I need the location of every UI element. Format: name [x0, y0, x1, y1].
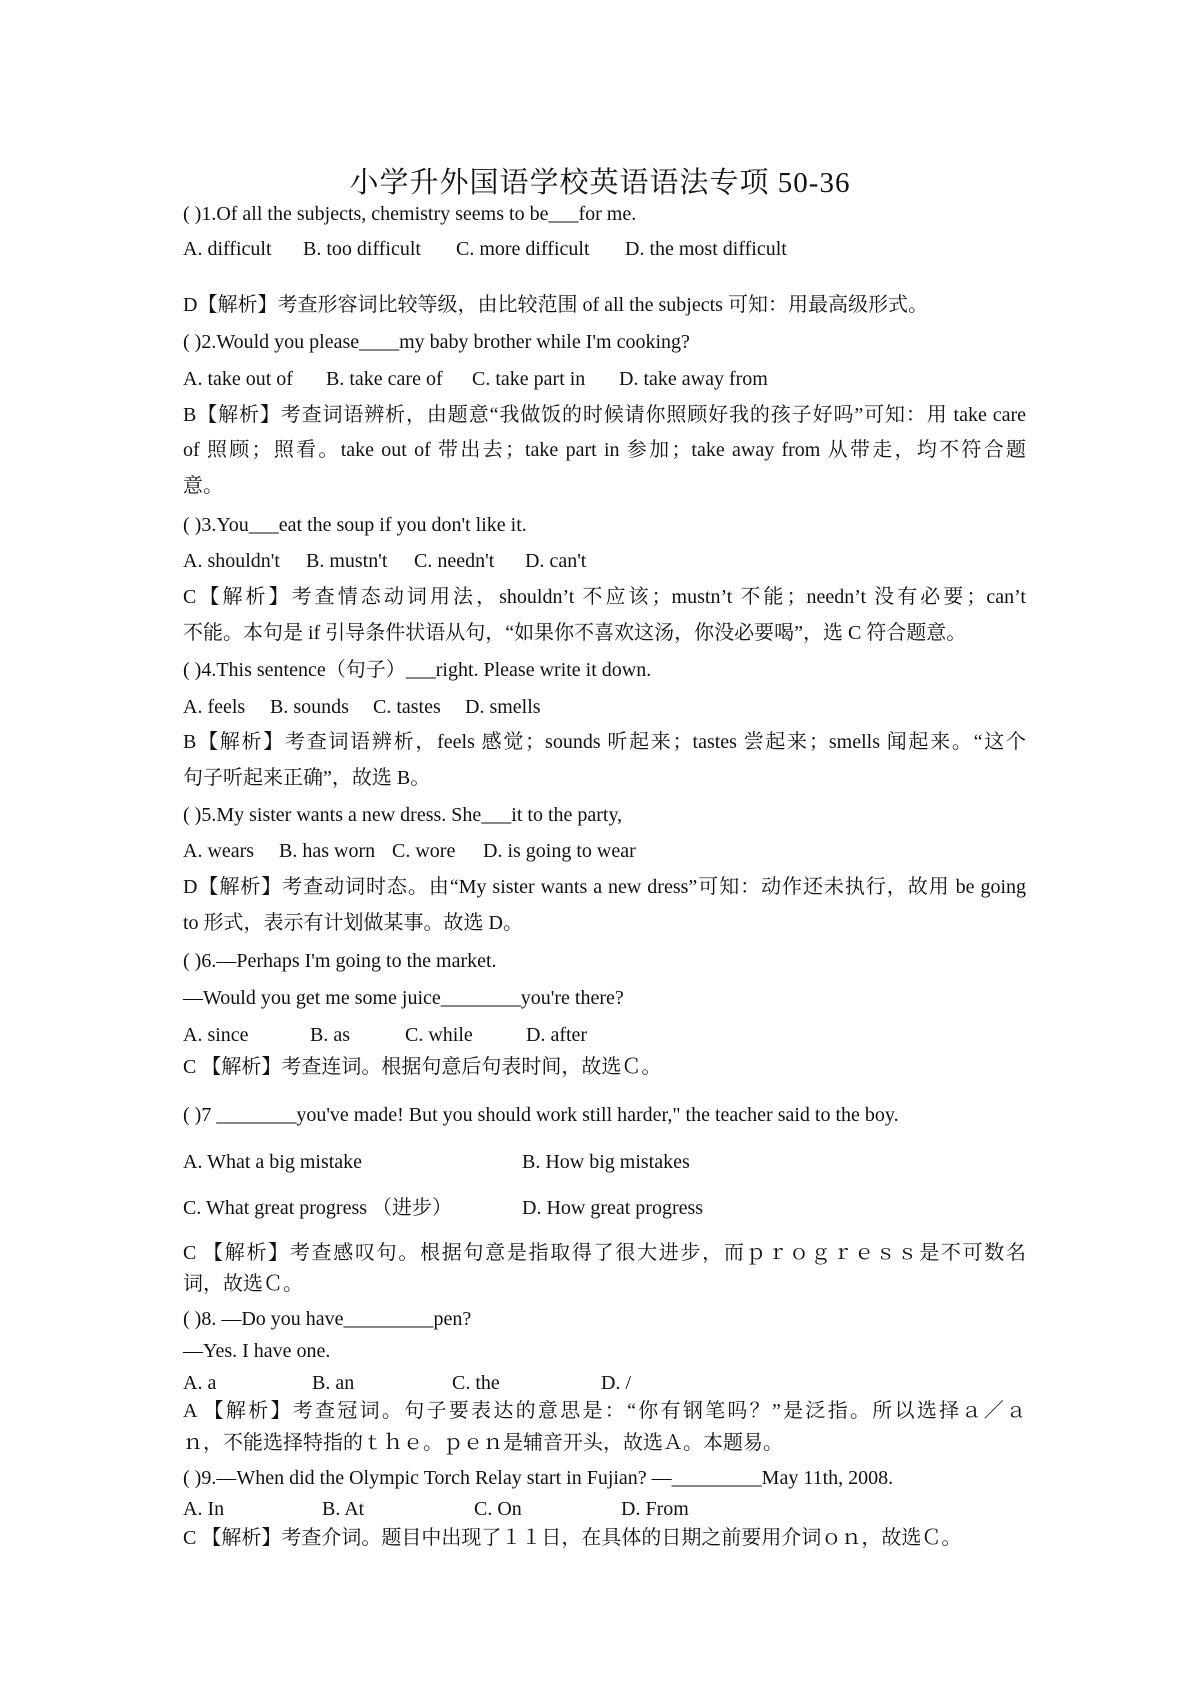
question-4-stem: ( )4.This sentence（句子）___right. Please write it down.: [183, 659, 652, 681]
question-3-analysis-line-2: 不能。本句是 if 引导条件状语从句，“如果你不喜欢这汤，你没必要喝”，选 C 符合题意。: [183, 622, 967, 644]
question-5-analysis-line-1: D【解析】考查动词时态。由“My sister wants a new dress”可知：动作还未执行，故用 be going: [183, 876, 1026, 898]
question-8-option-b: B. an: [312, 1372, 355, 1394]
question-8-stem: ( )8. —Do you have_________pen?: [183, 1308, 472, 1330]
question-5-stem: ( )5.My sister wants a new dress. She___it to the party,: [183, 804, 623, 826]
question-2-option-c: C. take part in: [472, 368, 586, 390]
question-6-option-d: D. after: [526, 1024, 588, 1046]
question-1-stem: ( )1.Of all the subjects, chemistry seems to be___for me.: [183, 203, 637, 225]
question-6-option-b: B. as: [310, 1024, 350, 1046]
question-3-option-b: B. mustn't: [306, 550, 388, 572]
question-7-option-d: D. How great progress: [522, 1197, 704, 1219]
question-4-analysis-line-2: 句子听起来正确”，故选 B。: [183, 767, 431, 789]
question-8-option-d: D. /: [601, 1372, 631, 1394]
question-3-option-d: D. can't: [525, 550, 587, 572]
question-7-option-a: A. What a big mistake: [183, 1151, 363, 1173]
question-9-option-c: C. On: [474, 1498, 522, 1520]
question-3-analysis-line-1: C【解析】考查情态动词用法，shouldn’t 不应该；mustn’t 不能；needn’t 没有必要；can’t: [183, 586, 1026, 608]
question-7-analysis-line-2: 词，故选Ｃ。: [183, 1273, 303, 1295]
question-6-analysis: C 【解析】考查连词。根据句意后句表时间，故选Ｃ。: [183, 1056, 662, 1078]
question-7-option-b: B. How big mistakes: [522, 1151, 690, 1173]
question-7-analysis-line-1: C 【解析】考查感叹句。根据句意是指取得了很大进步，而ｐｒｏｇｒｅｓｓ是不可数名: [183, 1242, 1026, 1264]
question-8-option-a: A. a: [183, 1372, 217, 1394]
question-3-option-a: A. shouldn't: [183, 550, 280, 572]
question-6-stem: ( )6.—Perhaps I'm going to the market.: [183, 950, 497, 972]
question-1-option-a: A. difficult: [183, 238, 272, 260]
question-4-option-a: A. feels: [183, 696, 246, 718]
question-4-analysis-line-1: B【解析】考查词语辨析，feels 感觉；sounds 听起来；tastes 尝起来；smells 闻起来。“这个: [183, 731, 1026, 753]
question-2-option-a: A. take out of: [183, 368, 293, 390]
question-5-option-c: C. wore: [392, 840, 456, 862]
question-5-option-d: D. is going to wear: [483, 840, 636, 862]
question-9-option-b: B. At: [322, 1498, 365, 1520]
question-2-option-b: B. take care of: [326, 368, 443, 390]
question-6-option-c: C. while: [405, 1024, 473, 1046]
question-4-option-c: C. tastes: [373, 696, 441, 718]
question-1-option-b: B. too difficult: [303, 238, 421, 260]
question-5-option-b: B. has worn: [279, 840, 376, 862]
question-5-option-a: A. wears: [183, 840, 255, 862]
question-3-stem: ( )3.You___eat the soup if you don't like it.: [183, 514, 527, 536]
question-8-option-c: C. the: [452, 1372, 500, 1394]
question-8-analysis-line-1: A 【解析】考查冠词。句子要表达的意思是：“你有钢笔吗？”是泛指。所以选择ａ／ａ: [183, 1400, 1026, 1422]
question-1-option-d: D. the most difficult: [625, 238, 787, 260]
question-2-stem: ( )2.Would you please____my baby brother while I'm cooking?: [183, 331, 690, 353]
question-9-stem: ( )9.—When did the Olympic Torch Relay start in Fujian? —_________May 11th, 2008.: [183, 1467, 894, 1489]
page-title: 小学升外国语学校英语语法专项 50-36: [349, 167, 851, 199]
question-9-option-a: A. In: [183, 1498, 225, 1520]
question-2-option-d: D. take away from: [619, 368, 768, 390]
question-5-analysis-line-2: to 形式，表示有计划做某事。故选 D。: [183, 912, 523, 934]
question-7-option-c: C. What great progress （进步）: [183, 1197, 453, 1219]
question-4-option-b: B. sounds: [270, 696, 349, 718]
question-8-analysis-line-2: ｎ，不能选择特指的ｔｈｅ。ｐｅｎ是辅音开头，故选Ａ。本题易。: [183, 1432, 783, 1454]
question-1-analysis: D【解析】考查形容词比较等级，由比较范围 of all the subjects 可知：用最高级形式。: [183, 294, 928, 316]
question-3-option-c: C. needn't: [414, 550, 495, 572]
question-6-stem-reply: —Would you get me some juice________you're there?: [183, 987, 624, 1009]
question-9-option-d: D. From: [621, 1498, 689, 1520]
question-2-analysis-line-2: of 照顾；照看。take out of 带出去；take part in 参加；take away from 从带走，均不符合题: [183, 439, 1026, 461]
question-7-stem: ( )7 ________you've made! But you should work still harder," the teacher said to the boy.: [183, 1104, 899, 1126]
question-2-analysis-line-1: B【解析】考查词语辨析，由题意“我做饭的时候请你照顾好我的孩子好吗”可知：用 take care: [183, 404, 1026, 426]
question-6-option-a: A. since: [183, 1024, 249, 1046]
question-2-analysis-line-3: 意。: [183, 475, 223, 497]
question-8-stem-reply: —Yes. I have one.: [183, 1340, 331, 1362]
question-9-analysis: C 【解析】考查介词。题目中出现了１１日，在具体的日期之前要用介词ｏｎ，故选Ｃ。: [183, 1527, 962, 1549]
question-1-option-c: C. more difficult: [456, 238, 590, 260]
question-4-option-d: D. smells: [465, 696, 541, 718]
